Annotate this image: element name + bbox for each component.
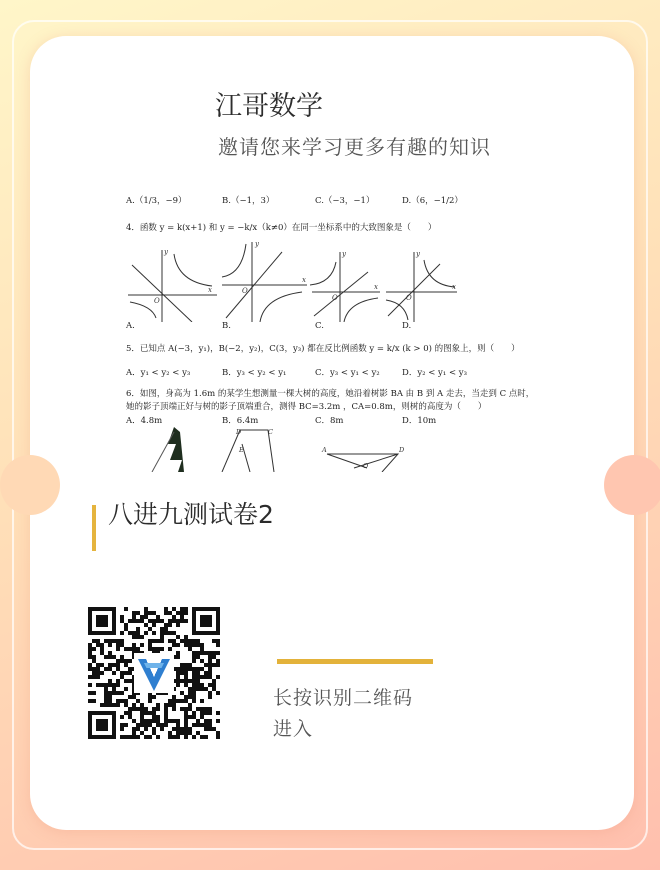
q4-label-a: A.: [126, 321, 135, 331]
fig-b-shadow: [222, 430, 240, 472]
graph-c-x-label: x: [374, 283, 378, 291]
q6-line-2: 她的影子顶端正好与树的影子顶端重合，测得 BC=3.2m ，CA=0.8m，则树的高度为（ ）: [126, 402, 487, 412]
q4-label-c: C.: [315, 321, 324, 331]
ticket-notch-left: [0, 455, 60, 515]
q6-option-b: B．6.4m: [222, 416, 259, 426]
graph-c-y-label: y: [342, 250, 346, 258]
fig-c-label-d: D: [399, 446, 405, 454]
tree-trunk: [152, 432, 174, 472]
q4-graphs: [122, 182, 552, 322]
graph-a-curve-2: [130, 302, 156, 318]
graph-d-x-label: x: [452, 283, 456, 291]
fig-b-label-e: E: [239, 446, 244, 454]
graph-a-x-label: x: [208, 286, 212, 294]
fig-b-stake: [242, 444, 250, 472]
brand-name: 江哥数学: [215, 91, 323, 122]
qr-caption-enter: 进入: [273, 718, 314, 740]
graph-b-origin: O: [242, 287, 248, 295]
graph-a-origin: O: [154, 297, 160, 305]
graph-b-y-label: y: [255, 240, 259, 248]
graph-b-curve-2: [260, 292, 302, 322]
graph-c-line: [314, 272, 368, 316]
q4-label-b: B.: [222, 321, 231, 331]
q5-text: 5．已知点 A(−3，y₁)，B(−2，y₂)，C(3，y₃) 都在反比例函数 y = k/x (k > 0) 的图象上，则（ ）: [126, 344, 520, 354]
q6-line-1: 6．如图，身高为 1.6m 的某学生想测量一棵大树的高度，她沿着树影 BA 由 B 到 A 走去，当走到 C 点时，: [126, 389, 535, 399]
graph-c-curve-2: [344, 298, 378, 322]
q3-option-b: B.（−1，3）: [222, 196, 275, 206]
qr-caption: 长按识别二维码: [273, 687, 414, 709]
fig-c-lines: [327, 454, 398, 472]
title-accent-bar: [92, 505, 96, 551]
caption-accent-line: [277, 659, 433, 664]
graph-d-curve-2: [386, 300, 408, 320]
fig-b-label-c: C: [268, 428, 273, 436]
graph-b-curve-1: [222, 244, 246, 277]
q5-option-b: B．y₃ < y₂ < y₁: [222, 368, 287, 378]
exam-preview: [122, 182, 552, 472]
exam-title: 八进九测试卷2: [108, 500, 274, 529]
fig-b-label-d: D: [236, 428, 242, 436]
fig-b-lines: [240, 430, 274, 472]
q3-option-a: A.（1/3，−9）: [126, 196, 187, 206]
fig-c-cross-1: [327, 454, 367, 468]
graph-c-curve-1: [310, 262, 336, 285]
qr-code[interactable]: [88, 607, 220, 739]
ticket-notch-right: [604, 455, 660, 515]
q3-option-c: C.（−3，−1）: [315, 196, 375, 206]
q5-option-c: C．y₃ < y₁ < y₂: [315, 368, 380, 378]
graph-d-y-label: y: [416, 250, 420, 258]
graph-b-x-label: x: [302, 276, 306, 284]
q4-label-d: D.: [402, 321, 412, 331]
graph-a-curve-1: [174, 254, 212, 286]
tree-figure: [168, 427, 184, 472]
q5-option-a: A．y₁ < y₂ < y₃: [126, 368, 191, 378]
fig-c-label-a: A: [322, 446, 327, 454]
graph-d-origin: O: [406, 294, 412, 302]
q4-text: 4．函数 y = k(x+1) 和 y = −k/x（k≠0）在同一坐标系中的大致图象是（ ）: [126, 223, 437, 233]
q3-option-d: D.（6，−1/2）: [402, 196, 463, 206]
fig-c-label-o: O: [363, 462, 369, 470]
graph-c-origin: O: [332, 294, 338, 302]
graph-a-y-label: y: [164, 248, 168, 256]
q6-option-d: D．10m: [402, 416, 437, 426]
q6-option-a: A．4.8m: [126, 416, 163, 426]
q5-option-d: D．y₂ < y₁ < y₃: [402, 368, 467, 378]
q6-option-c: C．8m: [315, 416, 344, 426]
invite-text: 邀请您来学习更多有趣的知识: [218, 135, 491, 159]
fig-c-cross-2: [354, 454, 398, 468]
